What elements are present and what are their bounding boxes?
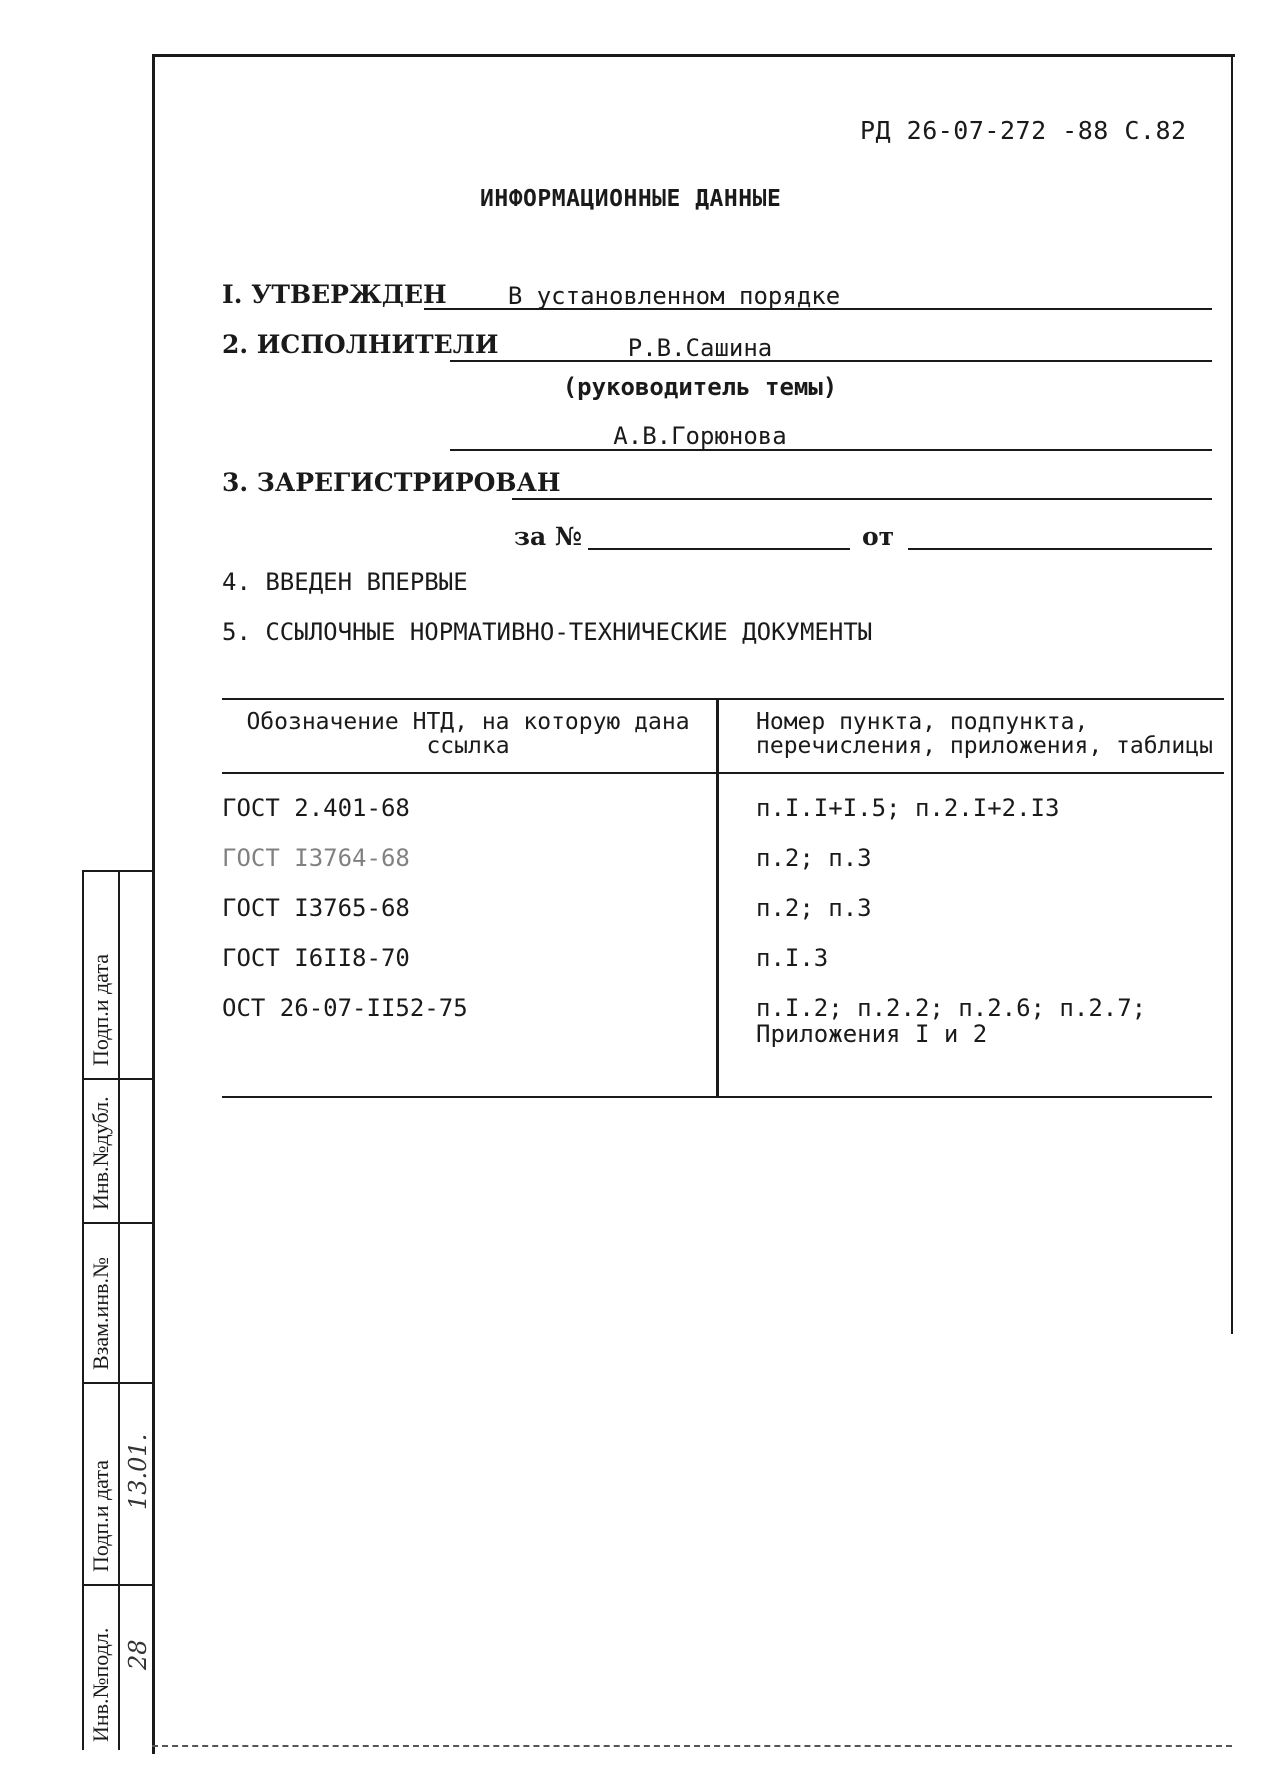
frame-bottom-border [152,1745,1232,1747]
table-row-1-clause: п.I.I+I.5; п.2.I+2.I3 [756,794,1060,822]
side-stamp [82,870,154,1750]
table-row-2-clause: п.2; п.3 [756,844,872,872]
stamp-label-orig-inv: Инв.№подл. [88,1627,113,1742]
approved-value: В установленном порядке [507,282,841,310]
table-header-line [222,772,1224,774]
approved-label: I. УТВЕРЖДЕН [222,280,447,309]
table-header-clause: Номер пункта, подпункта, перечисления, приложения, таблицы [756,709,1213,759]
table-bottom-line [222,1096,1212,1098]
table-row-3-clause: п.2; п.3 [756,894,872,922]
executors-label: 2. ИСПОЛНИТЕЛИ [222,330,499,359]
table-row-4-clause: п.I.3 [756,944,829,972]
stamp-label-sign-date-2: Подп.и дата [88,1459,113,1572]
table-row-5-doc: ОСТ 26-07-II52-75 [222,994,468,1022]
stamp-label-dup-inv: Инв.№дубл. [88,1096,113,1210]
stamp-sep-4 [84,1584,154,1586]
table-top-line [222,698,1224,700]
registered-line [512,498,1212,500]
table-row-3-doc: ГОСТ I3765-68 [222,894,410,922]
page-title: ИНФОРМАЦИОННЫЕ ДАННЫЕ [480,186,782,212]
frame-right-border [1231,54,1233,1334]
references-label: 5. ССЫЛОЧНЫЕ НОРМАТИВНО-ТЕХНИЧЕСКИЕ ДОКУМЕНТЫ [222,618,873,646]
stamp-label-sign-date-1: Подп.и дата [88,953,113,1066]
stamp-handwritten-date: 13.01. [124,1433,152,1510]
table-header-designation: Обозначение НТД, на которую дана ссылка [246,709,690,759]
executor2-name: А.В.Горюнова [613,422,787,450]
stamp-sep-2 [84,1222,154,1224]
date-label: от [862,522,895,551]
number-line [588,548,850,550]
stamp-label-replace-inv: Взам.инв.№ [88,1257,113,1370]
table-row-4-doc: ГОСТ I6II8-70 [222,944,410,972]
table-row-2-doc: ГОСТ I3764-68 [222,844,410,872]
stamp-inner-divider [118,870,120,1750]
table-row-5-clause: п.I.2; п.2.2; п.2.6; п.2.7; Приложения I и 2 [756,994,1147,1048]
stamp-sep-3 [84,1382,154,1384]
registered-label: 3. ЗАРЕГИСТРИРОВАН [222,468,561,497]
table-column-divider [716,698,719,1096]
stamp-handwritten-number: 28 [124,1639,152,1670]
stamp-sep-1 [84,1078,154,1080]
document-code: РД 26-07-272 -88 С.82 [860,116,1187,145]
introduced-label: 4. ВВЕДЕН ВПЕРВЫЕ [222,568,468,596]
date-line [908,548,1212,550]
executor1-name: Р.В.Сашина [627,334,773,362]
number-label: за № [514,522,583,551]
executor1-role: (руководитель темы) [562,373,838,401]
table-row-1-doc: ГОСТ 2.401-68 [222,794,410,822]
frame-top-border [153,54,1235,57]
stamp-top-line [84,870,154,872]
